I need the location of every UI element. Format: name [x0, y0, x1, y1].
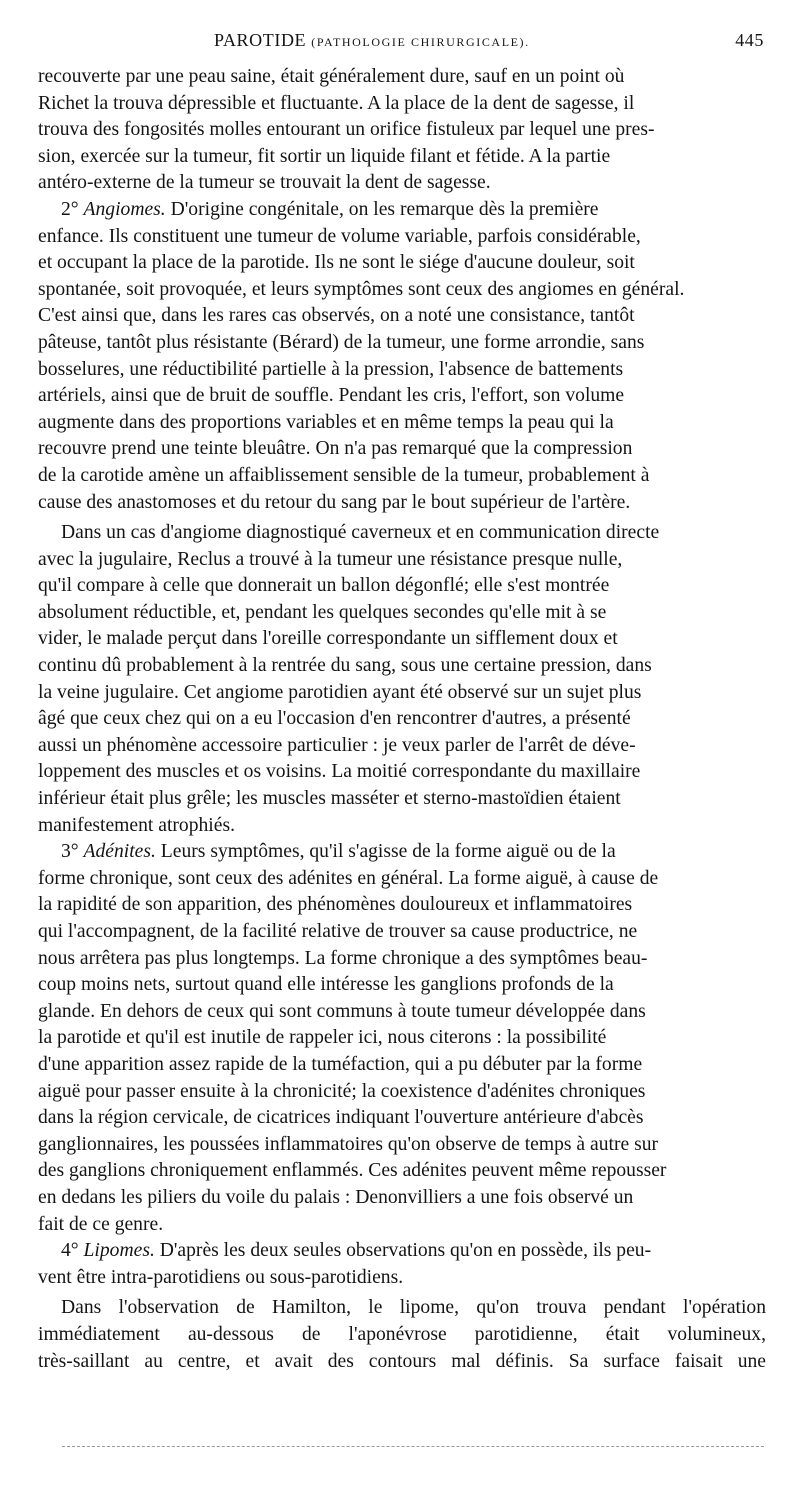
- text-line: immédiatement au-dessous de l'aponévrose parotidienne, était volumineux,: [38, 1323, 766, 1345]
- text-line: forme chronique, sont ceux des adénites en général. La forme aiguë, à cause de: [38, 867, 659, 889]
- text-line: recouvre prend une teinte bleuâtre. On n'a pas remarqué que la compression: [38, 438, 633, 460]
- text-line: qui l'accompagnent, de la facilité relative de trouver sa cause productrice, ne: [38, 921, 638, 942]
- text-line: nous arrêtera pas plus longtemps. La forme chronique a des symptômes beau-: [38, 947, 648, 969]
- text-line: la veine jugulaire. Cet angiome parotidien ayant été observé sur un sujet plus: [38, 681, 642, 703]
- text-line: dans la région cervicale, de cicatrices indiquant l'ouverture antérieure d'abcès: [38, 1107, 644, 1129]
- text-line: vider, le malade perçut dans l'oreille correspondante un sifflement doux et: [38, 628, 618, 650]
- text-line: manifestement atrophiés.: [38, 814, 235, 836]
- section-number: 2°: [61, 198, 84, 220]
- text-line: Dans un cas d'angiome diagnostiqué caverneux et en communication directe: [61, 522, 660, 544]
- text-line: continu dû probablement à la rentrée du sang, sous une certaine pression, dans: [38, 655, 652, 677]
- text-line: vent être intra-parotidiens ou sous-parotidiens.: [38, 1266, 404, 1288]
- footer-rule: [62, 1446, 764, 1447]
- paragraph: [38, 1295, 766, 1375]
- text-line: trouva des fongosités molles entourant un orifice fistuleux par lequel une pres-: [38, 119, 655, 141]
- text-line: antéro-externe de la tumeur se trouvait la dent de sagesse.: [38, 172, 491, 194]
- text-line: fait de ce genre.: [38, 1213, 164, 1235]
- text-line: glande. En dehors de ceux qui sont communs à toute tumeur développée dans: [38, 1000, 646, 1022]
- paragraph: [38, 520, 766, 839]
- running-title-subtitle: (PATHOLOGIE CHIRURGICALE).: [311, 35, 530, 49]
- text-line: avec la jugulaire, Reclus a trouvé à la tumeur une résistance presque nulle,: [38, 548, 623, 570]
- text-line: en dedans les piliers du voile du palais : Denonvilliers a une fois observé un: [38, 1186, 634, 1208]
- section-heading: Lipomes.: [83, 1240, 155, 1262]
- text-line: âgé que ceux chez qui on a eu l'occasion d'en rencontrer d'autres, a présenté: [38, 708, 631, 730]
- body-text: [38, 64, 766, 1375]
- text-line: sion, exercée sur la tumeur, fit sortir un liquide filant et fétide. A la partie: [38, 145, 611, 167]
- text-line: recouverte par une peau saine, était généralement dure, sauf en un point où: [38, 66, 625, 87]
- section-heading: Angiomes.: [83, 198, 166, 220]
- text-line: aussi un phénomène accessoire particulier : je veux parler de l'arrêt de déve-: [38, 734, 636, 756]
- text-line: la parotide et qu'il est inutile de rappeler ici, nous citerons : la possibilité: [38, 1027, 607, 1049]
- text-line: enfance. Ils constituent une tumeur de volume variable, parfois considérable,: [38, 225, 641, 247]
- text-line: de la carotide amène un affaiblissement sensible de la tumeur, probablement à: [38, 464, 650, 486]
- text-line: des ganglions chroniquement enflammés. Ces adénites peuvent même repousser: [38, 1160, 667, 1182]
- text-line: loppement des muscles et os voisins. La moitié correspondante du maxillaire: [38, 761, 641, 783]
- section-adenites: [38, 839, 766, 1238]
- text-line: Dans l'observation de Hamilton, le lipome, qu'on trouva pendant l'opération: [61, 1297, 766, 1319]
- text-line: spontanée, soit provoquée, et leurs symptômes sont ceux des angiomes en général.: [38, 278, 685, 300]
- paragraph: [38, 64, 766, 197]
- section-lipomes: [38, 1238, 766, 1291]
- text-line: et occupant la place de la parotide. Ils ne sont le siége d'aucune douleur, soit: [38, 252, 635, 274]
- running-header: [38, 30, 764, 56]
- text-line: très-saillant au centre, et avait des contours mal définis. Sa surface faisait une: [38, 1350, 766, 1372]
- page-number: 445: [735, 30, 764, 50]
- text-line: D'origine congénitale, on les remarque dès la première: [165, 198, 599, 220]
- section-angiomes: [38, 197, 766, 516]
- text-line: bosselures, une réductibilité partielle à la pression, l'absence de battements: [38, 358, 624, 380]
- text-line: artériels, ainsi que de bruit de souffle. Pendant les cris, l'effort, son volume: [38, 385, 625, 407]
- text-line: coup moins nets, surtout quand elle intéresse les ganglions profonds de la: [38, 974, 614, 996]
- section-number: 4°: [61, 1240, 84, 1262]
- text-line: ganglionnaires, les poussées inflammatoires qu'on observe de temps à autre sur: [38, 1133, 659, 1155]
- section-heading: Adénites.: [83, 841, 156, 863]
- text-line: la rapidité de son apparition, des phénomènes douloureux et inflammatoires: [38, 894, 633, 916]
- text-line: d'une apparition assez rapide de la tuméfaction, qui a pu débuter par la forme: [38, 1053, 643, 1075]
- text-line: inférieur était plus grêle; les muscles masséter et sterno-mastoïdien étaient: [38, 788, 621, 810]
- text-line: absolument réductible, et, pendant les quelques secondes qu'elle mit à se: [38, 601, 607, 623]
- section-number: 3°: [61, 841, 84, 863]
- running-title: [214, 30, 530, 51]
- running-title-main: PAROTIDE: [214, 30, 307, 50]
- text-line: Leurs symptômes, qu'il s'agisse de la forme aiguë ou de la: [155, 841, 616, 863]
- text-line: cause des anastomoses et du retour du sang par le bout supérieur de l'artère.: [38, 491, 631, 513]
- text-line: D'après les deux seules observations qu'on en possède, ils peu-: [154, 1240, 652, 1262]
- text-line: qu'il compare à celle que donnerait un ballon dégonflé; elle s'est montrée: [38, 575, 610, 597]
- text-line: pâteuse, tantôt plus résistante (Bérard) de la tumeur, une forme arrondie, sans: [38, 331, 645, 353]
- text-line: C'est ainsi que, dans les rares cas observés, on a noté une consistance, tantôt: [38, 305, 635, 327]
- text-line: augmente dans des proportions variables et en même temps la peau qui la: [38, 411, 614, 433]
- text-line: aiguë pour passer ensuite à la chronicité; la coexistence d'adénites chroniques: [38, 1080, 646, 1102]
- text-line: Richet la trouva dépressible et fluctuante. A la place de la dent de sagesse, il: [38, 92, 635, 114]
